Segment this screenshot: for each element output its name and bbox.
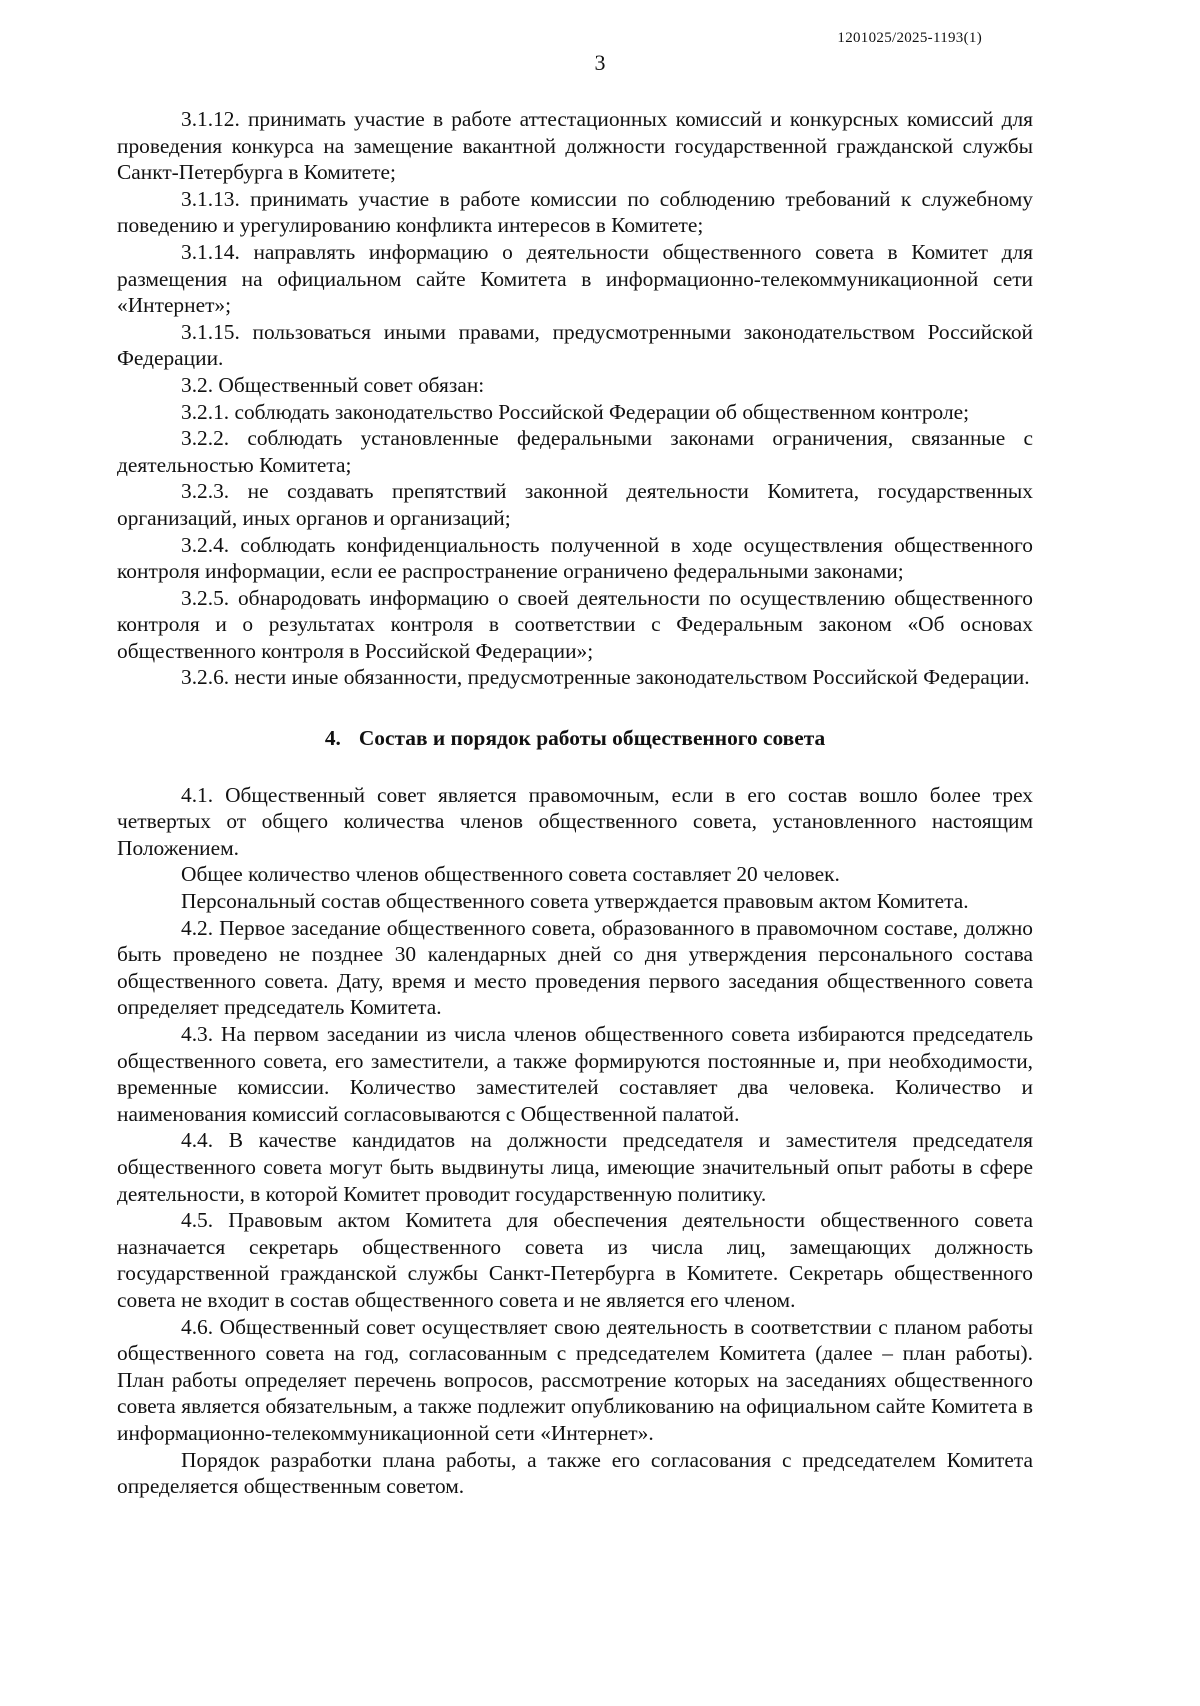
paragraph-3-1-15: 3.1.15. пользоваться иными правами, предусмотренными законодательством Российской Федерации. — [117, 319, 1033, 371]
document-body — [117, 106, 1033, 1500]
document-number: 1201025/2025-1193(1) — [837, 30, 982, 46]
section-number: 4. — [324, 726, 341, 751]
paragraph-4-1: 4.1. Общественный совет является правомочным, если в его состав вошло более трех четвертых от общего количества членов общественного совета, установленного настоящим Положением. — [117, 782, 1033, 860]
paragraph-total-members: Общее количество членов общественного совета составляет 20 человек. — [181, 862, 840, 887]
paragraph-4-5: 4.5. Правовым актом Комитета для обеспечения деятельности общественного совета назначается секретарь общественного совета из числа лиц, замещающих должность государственной гражданской службы Санкт-Петербурга в Комитете. Секретарь общественного совета не входит в состав общественного совета и не является его членом. — [117, 1208, 1033, 1312]
paragraph-3-2: 3.2. Общественный совет обязан: — [181, 372, 485, 397]
section-title: Состав и порядок работы общественного совета — [358, 726, 826, 751]
paragraph-3-2-6: 3.2.6. нести иные обязанности, предусмотренные законодательством Российской Федерации. — [181, 665, 1030, 690]
paragraph-4-4: 4.4. В качестве кандидатов на должности председателя и заместителя председателя общественного совета могут быть выдвинуты лица, имеющие значительный опыт работы в сфере деятельности, в которой Комитет проводит государственную политику. — [117, 1128, 1033, 1206]
paragraph-3-2-5: 3.2.5. обнародовать информацию о своей деятельности по осуществлению общественного контроля и о результатах контроля в соответствии с Федеральным законом «Об основах общественного контроля в Российской Федерации»; — [117, 585, 1033, 663]
paragraph-3-1-12: 3.1.12. принимать участие в работе аттестационных комиссий и конкурсных комиссий для проведения конкурса на замещение вакантной должности государственной гражданской службы Санкт-Петербурга в Комитете; — [117, 107, 1033, 185]
paragraph-4-3: 4.3. На первом заседании из числа членов общественного совета избираются председатель общественного совета, его заместители, а также формируются постоянные и, при необходимости, временные комиссии. Количество заместителей составляет два человека. Количество и наименования комиссий согласовываются с Общественной палатой. — [117, 1022, 1033, 1126]
paragraph-3-1-14: 3.1.14. направлять информацию о деятельности общественного совета в Комитет для размещения на официальном сайте Комитета в информационно-телекоммуникационной сети «Интернет»; — [117, 239, 1033, 318]
page-number: 3 — [594, 50, 606, 75]
section-heading — [117, 725, 1033, 752]
paragraph-plan-procedure: Порядок разработки плана работы, а также его согласования с председателем Комитета определяется общественным советом. — [117, 1447, 1033, 1499]
paragraph-4-6: 4.6. Общественный совет осуществляет свою деятельность в соответствии с планом работы общественного совета на год, согласованным с председателем Комитета (далее – план работы). План работы определяет перечень вопросов, рассмотрение которых на заседаниях общественного совета является обязательным, а также подлежит опубликованию на официальном сайте Комитета в информационно-телекоммуникационной сети «Интернет». — [117, 1314, 1033, 1445]
paragraph-3-2-2: 3.2.2. соблюдать установленные федеральными законами ограничения, связанные с деятельностью Комитета; — [117, 426, 1033, 477]
paragraph-personal-composition: Персональный состав общественного совета утверждается правовым актом Комитета. — [181, 889, 969, 914]
paragraph-4-2: 4.2. Первое заседание общественного совета, образованного в правомочном составе, должно быть проведено не позднее 30 календарных дней со дня утверждения персонального состава общественного совета. Дату, время и место проведения первого заседания общественного совета определяет председатель Комитета. — [117, 915, 1033, 1020]
paragraph-3-2-3: 3.2.3. не создавать препятствий законной деятельности Комитета, государственных организаций, иных органов и организаций; — [117, 479, 1033, 530]
paragraph-3-2-4: 3.2.4. соблюдать конфиденциальность полученной в ходе осуществления общественного контроля информации, если ее распространение ограничено федеральными законами; — [117, 532, 1033, 584]
paragraph-3-2-1: 3.2.1. соблюдать законодательство Российской Федерации об общественном контроле; — [181, 399, 970, 424]
paragraph-3-1-13: 3.1.13. принимать участие в работе комиссии по соблюдению требований к служебному поведению и урегулированию конфликта интересов в Комитете; — [117, 186, 1033, 238]
